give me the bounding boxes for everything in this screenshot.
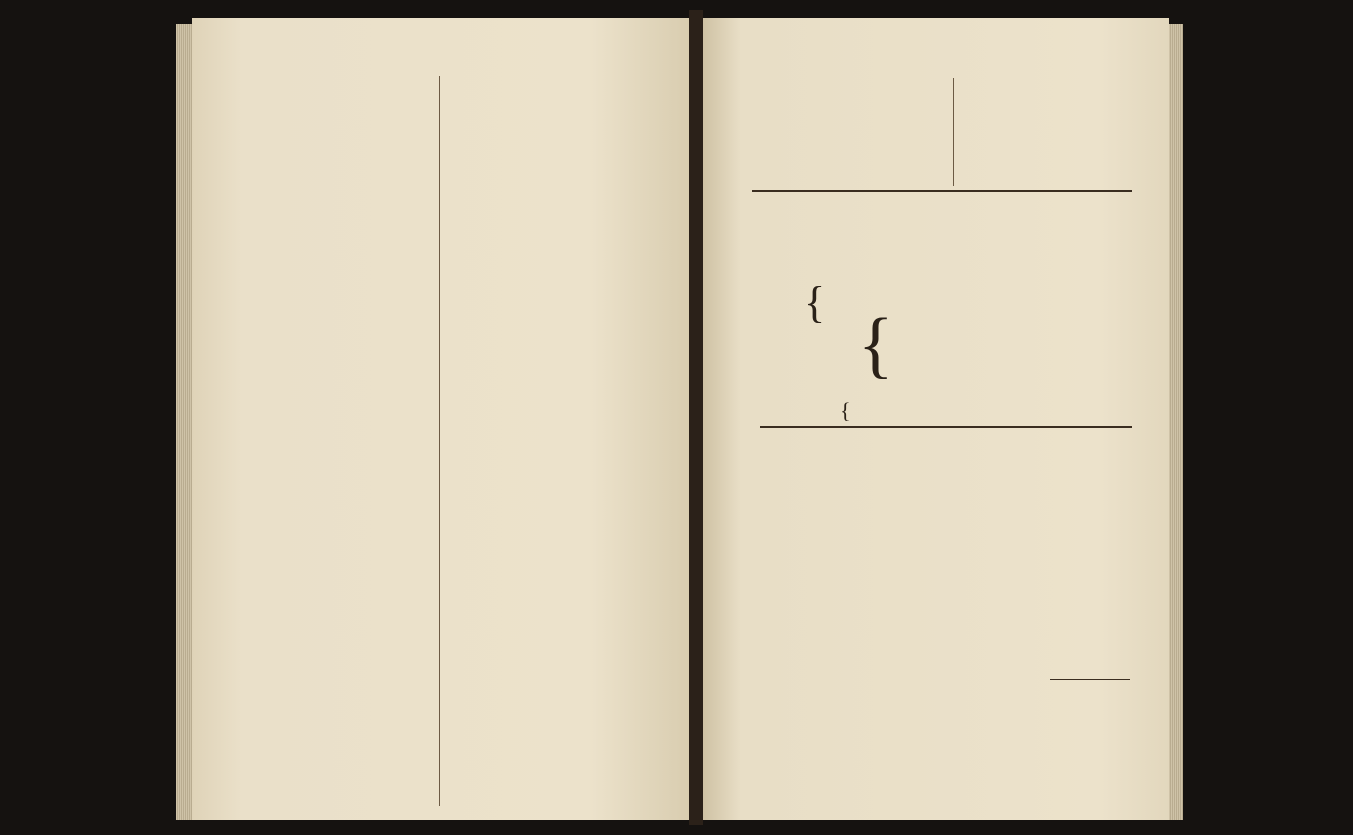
right-column-2 <box>962 74 1132 192</box>
book-gutter <box>689 10 703 825</box>
figure-divider <box>760 426 1132 428</box>
column-rule-right <box>953 78 954 186</box>
column-rule <box>439 76 440 806</box>
brace-det: { <box>840 398 851 423</box>
total-rule <box>1050 679 1130 680</box>
left-column-2 <box>446 72 664 812</box>
brace-primes: { <box>858 304 894 386</box>
page-edge-right <box>1169 24 1183 820</box>
brace-simple: { <box>804 278 826 327</box>
right-column-1 <box>752 74 942 192</box>
page-edge-left <box>176 24 192 820</box>
left-column-1 <box>220 72 432 812</box>
section-divider <box>752 190 1132 192</box>
